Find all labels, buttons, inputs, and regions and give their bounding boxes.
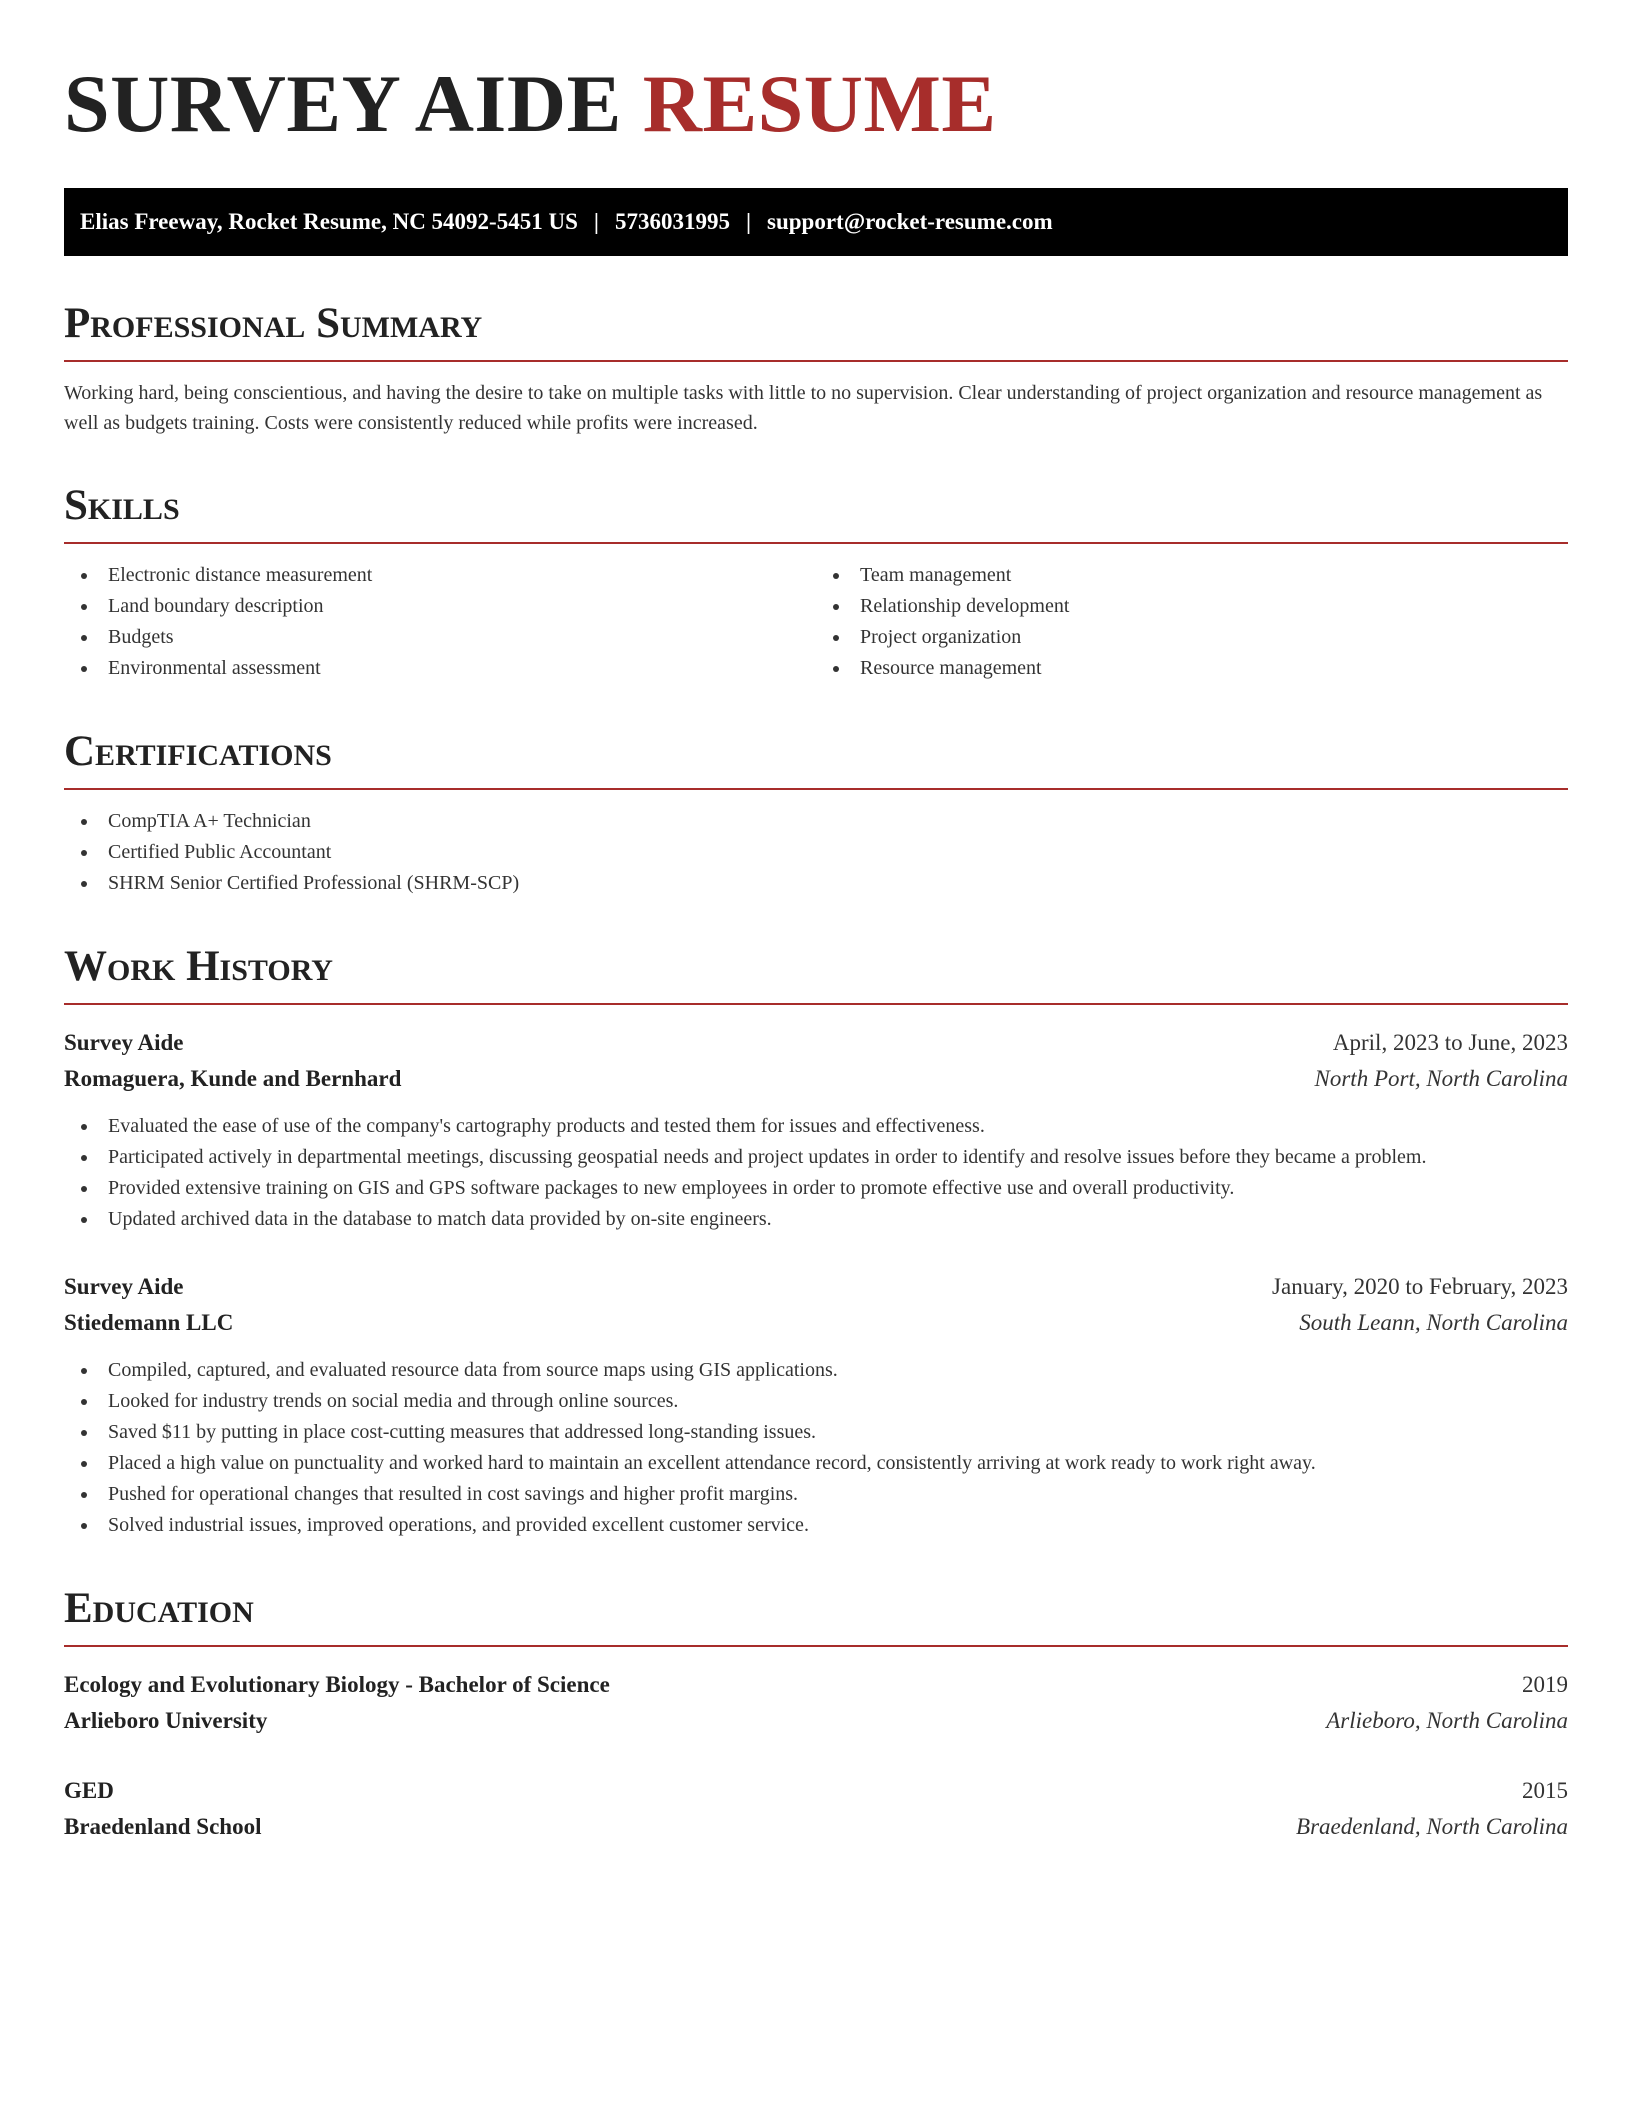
skill-item: Resource management [816,653,1568,684]
summary-text: Working hard, being conscientious, and having the desire to take on multiple tasks with little to no supervision. Clear understanding of project organization and resource management as well as budgets training. Costs were consistently reduced while profits were increased. [64,382,1543,434]
work-history-section [64,941,1568,1541]
skill-item: Land boundary description [64,591,816,622]
job-dates: January, 2020 to February, 2023 [1272,1274,1568,1299]
education-school: Arlieboro University [64,1708,268,1733]
contact-separator: | [745,209,752,234]
job-duty-item: Solved industrial issues, improved operations, and provided excellent customer service. [64,1510,1568,1541]
education-location: Arlieboro, North Carolina [1326,1708,1568,1733]
resume-title-main: SURVEY AIDE [64,58,622,149]
contact-bar [64,188,1568,256]
education-entry [64,1667,1568,1739]
contact-address: Elias Freeway, Rocket Resume, NC 54092-5451 US [80,209,578,234]
resume-title [64,56,1568,152]
summary-section [64,298,1568,438]
certifications-heading: Certifications [64,726,1568,790]
job-duty-item: Saved $11 by putting in place cost-cutting measures that addressed long-standing issues. [64,1417,1568,1448]
job-duty-item: Compiled, captured, and evaluated resource data from source maps using GIS applications. [64,1355,1568,1386]
job-company: Romaguera, Kunde and Bernhard [64,1066,402,1091]
skills-grid [64,560,1568,684]
skill-item: Relationship development [816,591,1568,622]
skills-section [64,480,1568,684]
skill-item: Environmental assessment [64,653,816,684]
job-duties-list [64,1355,1568,1541]
skill-item: Project organization [816,622,1568,653]
certifications-section [64,726,1568,899]
certification-item: Certified Public Accountant [64,837,1568,868]
skill-item: Budgets [64,622,816,653]
education-location: Braedenland, North Carolina [1296,1814,1568,1839]
education-header-row [64,1773,1568,1809]
skills-list-left [64,560,816,684]
resume-title-accent: RESUME [642,58,997,149]
job-title: Survey Aide [64,1274,184,1299]
contact-separator: | [593,209,599,234]
job-company-row [64,1061,1568,1097]
certifications-list [64,806,1568,899]
job-company: Stiedemann LLC [64,1310,234,1335]
job-duty-item: Pushed for operational changes that resulted in cost savings and higher profit margins. [64,1479,1568,1510]
job-title: Survey Aide [64,1030,184,1055]
job-entry [64,1269,1568,1541]
education-degree: GED [64,1778,114,1803]
education-year: 2015 [1522,1778,1568,1803]
job-location: North Port, North Carolina [1314,1066,1568,1091]
job-company-row [64,1305,1568,1341]
work-history-heading: Work History [64,941,1568,1005]
education-header-row [64,1667,1568,1703]
contact-email: support@rocket-resume.com [767,209,1053,234]
contact-phone: 5736031995 [614,209,730,234]
education-entry [64,1773,1568,1845]
certification-item: CompTIA A+ Technician [64,806,1568,837]
job-duty-item: Looked for industry trends on social media and through online sources. [64,1386,1568,1417]
skills-heading: Skills [64,480,1568,544]
job-header-row [64,1269,1568,1305]
education-section [64,1583,1568,1845]
skill-item: Electronic distance measurement [64,560,816,591]
job-duty-item: Placed a high value on punctuality and worked hard to maintain an excellent attendance record, consistently arriving at work ready to work right away. [64,1448,1568,1479]
job-dates: April, 2023 to June, 2023 [1332,1030,1568,1055]
skills-list-right [816,560,1568,684]
education-year: 2019 [1522,1672,1568,1697]
education-school-row [64,1809,1568,1845]
skill-item: Team management [816,560,1568,591]
job-duty-item: Evaluated the ease of use of the company's cartography products and tested them for issues and effectiveness. [64,1111,1568,1142]
job-duties-list [64,1111,1568,1235]
job-header-row [64,1025,1568,1061]
job-duty-item: Provided extensive training on GIS and GPS software packages to new employees in order to promote effective use and overall productivity. [64,1173,1568,1204]
job-location: South Leann, North Carolina [1299,1310,1568,1335]
education-school-row [64,1703,1568,1739]
job-duty-item: Updated archived data in the database to match data provided by on-site engineers. [64,1204,1568,1235]
education-heading: Education [64,1583,1568,1647]
education-degree: Ecology and Evolutionary Biology - Bachelor of Science [64,1672,610,1697]
job-duty-item: Participated actively in departmental meetings, discussing geospatial needs and project updates in order to identify and resolve issues before they became a problem. [64,1142,1568,1173]
certification-item: SHRM Senior Certified Professional (SHRM-SCP) [64,868,1568,899]
job-entry [64,1025,1568,1235]
education-school: Braedenland School [64,1814,262,1839]
summary-heading: Professional Summary [64,298,1568,362]
